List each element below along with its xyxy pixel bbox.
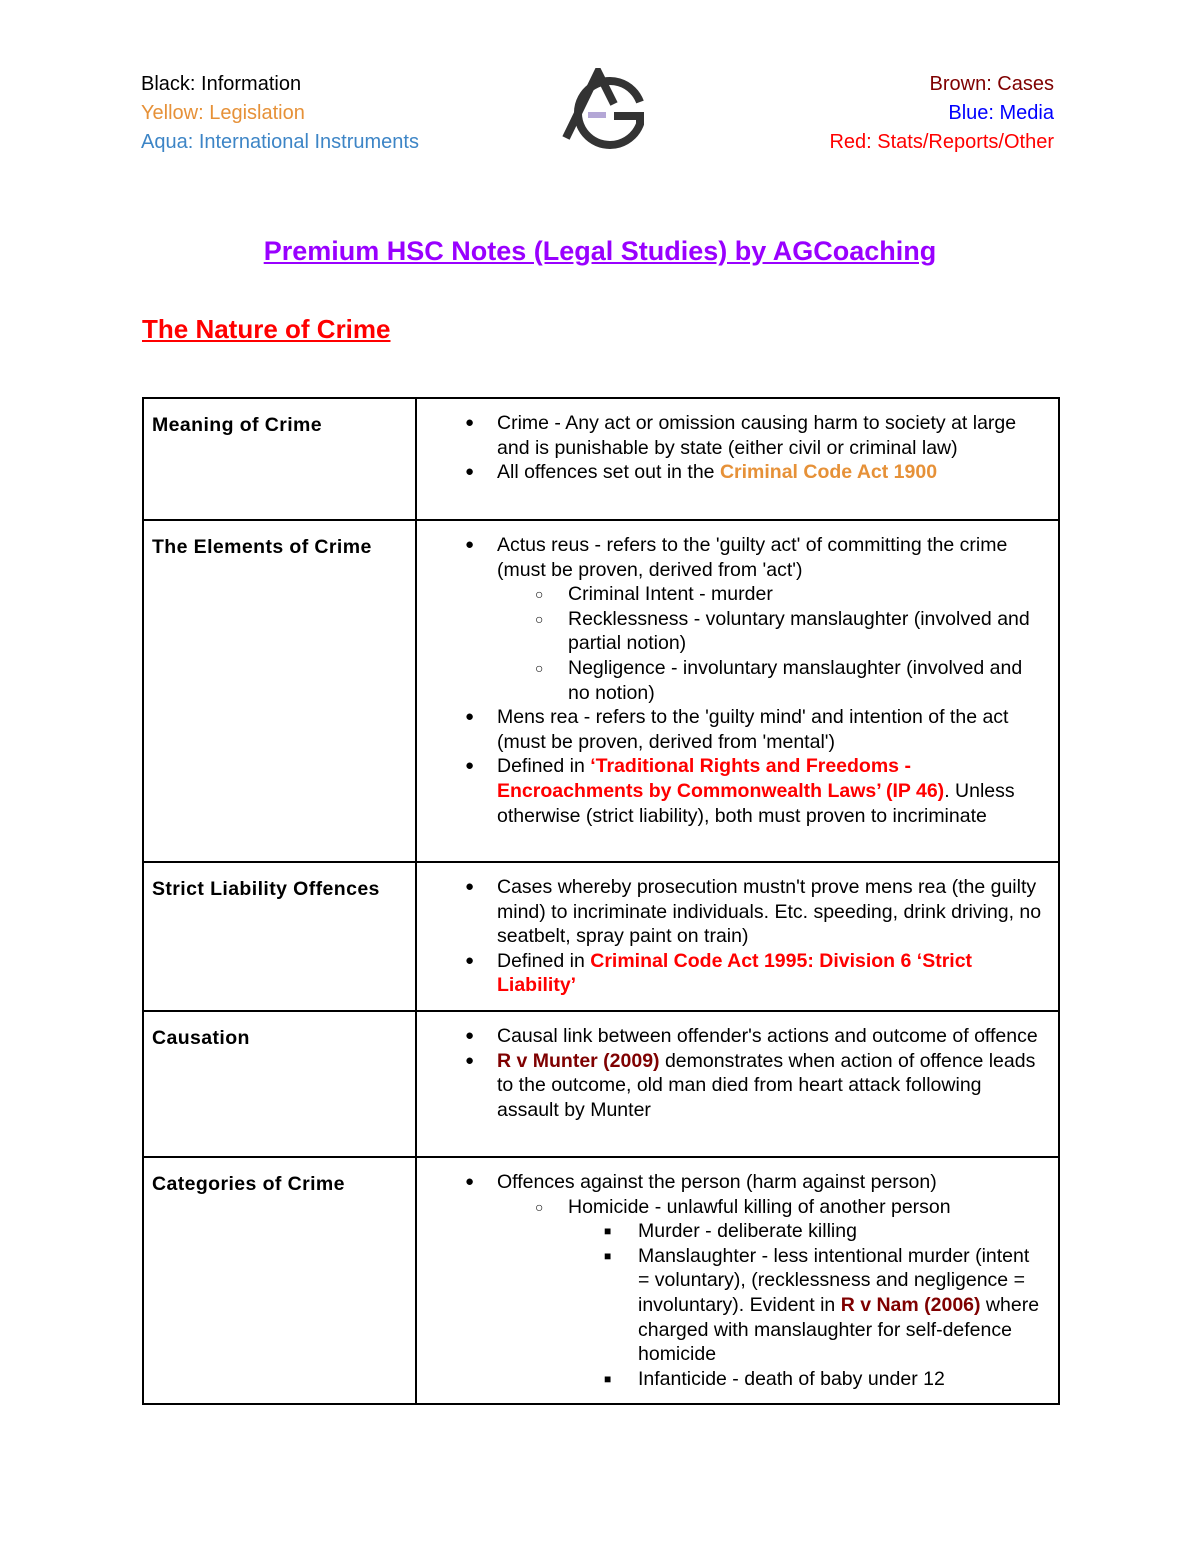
row-content [416,1011,1059,1157]
legend-international: Aqua: International Instruments [141,131,419,153]
section-title: The Nature of Crime [142,314,391,344]
bullet-disc-icon: ● [465,536,475,553]
list-item: ● R v Munter (2009) demonstrates when action of offence leads to the outcome, old man died from heart attack following assault by Munter [465,1049,1036,1121]
bullet-circle-icon: ○ [535,1198,544,1215]
table-row [143,1157,1059,1404]
page-title: Premium HSC Notes (Legal Studies) by AGCoaching [263,236,937,266]
table-row [143,862,1059,1011]
legend-cases: Brown: Cases [929,73,1054,95]
list-item: ■ Murder - deliberate killing [604,1220,857,1243]
list-item: ● Mens rea - refers to the 'guilty mind' and intention of the act (must be proven, derived from 'mental') [465,706,1009,753]
list-item: ■ Infanticide - death of baby under 12 [604,1367,945,1390]
list-item: ● All offences set out in the Criminal Code Act 1900 [465,461,938,484]
bullet-circle-icon: ○ [535,586,544,603]
table-row [143,1011,1059,1157]
list-item: ● Causal link between offender's actions and outcome of offence [465,1024,1038,1047]
list-item: ○ Recklessness - voluntary manslaughter (involved and partial notion) [535,607,1030,655]
notes-table [142,397,1060,1405]
bullet-square-icon: ■ [604,1248,612,1263]
agcoaching-logo-icon [562,68,648,154]
bullet-disc-icon: ● [465,1026,475,1044]
list-item: ● Cases whereby prosecution mustn't prove mens rea (the guilty mind) to incriminate individuals. Etc. speeding, drink driving, no seatbelt, spray paint on train) [465,876,1042,948]
table-row [143,520,1059,862]
legend-right [829,70,1054,157]
bullet-square-icon: ■ [604,1371,612,1386]
list-item: ■ Manslaughter - less intentional murder (intent = voluntary), (recklessness and negligence = involuntary). Evident in R v Nam (2006) where charged with manslaughter for self-defence homicide [604,1244,1040,1366]
bullet-circle-icon: ○ [535,610,544,627]
list-item: ○ Homicide - unlawful killing of another person [535,1195,951,1218]
list-item: ● Actus reus - refers to the 'guilty act' of committing the crime (must be proven, derived from 'act') [465,534,1008,581]
row-label: Causation [143,1011,416,1157]
bullet-disc-icon: ● [465,757,475,775]
row-label: The Elements of Crime [143,520,416,862]
legend-media: Blue: Media [948,102,1054,124]
list-item: ○ Criminal Intent - murder [535,583,773,606]
bullet-disc-icon: ● [465,463,475,481]
list-item: ● Crime - Any act or omission causing harm to society at large and is punishable by state (either civil or criminal law) [465,412,1017,459]
list-item: ● Offences against the person (harm against person) [465,1170,937,1193]
bullet-square-icon: ■ [604,1224,612,1239]
list-item: ● Defined in Criminal Code Act 1995: Division 6 ‘Strict Liability’ [465,949,973,997]
row-content [416,398,1059,520]
bullet-disc-icon: ● [465,951,475,969]
legend-legislation: Yellow: Legislation [141,102,305,124]
row-content [416,862,1059,1011]
list-item: ○ Negligence - involuntary manslaughter (involved and no notion) [535,656,1023,704]
row-content [416,520,1059,862]
list-item: ● Defined in ‘Traditional Rights and Freedoms - Encroachments by Commonwealth Laws’ (IP 46). Unless otherwise (strict liability), both must proven to incriminate [465,755,1015,827]
row-label: Meaning of Crime [143,398,416,520]
bullet-disc-icon: ● [465,708,475,726]
bullet-disc-icon: ● [465,878,475,895]
bullet-disc-icon: ● [465,1051,475,1069]
row-content [416,1157,1059,1404]
row-label: Strict Liability Offences [143,862,416,1011]
bullet-disc-icon: ● [465,414,475,431]
bullet-circle-icon: ○ [535,659,544,676]
legend-left [141,70,419,157]
table-row [143,398,1059,520]
legend-information: Black: Information [141,73,302,95]
bullet-disc-icon: ● [465,1172,475,1190]
row-label: Categories of Crime [143,1157,416,1404]
legend-stats: Red: Stats/Reports/Other [829,131,1054,153]
